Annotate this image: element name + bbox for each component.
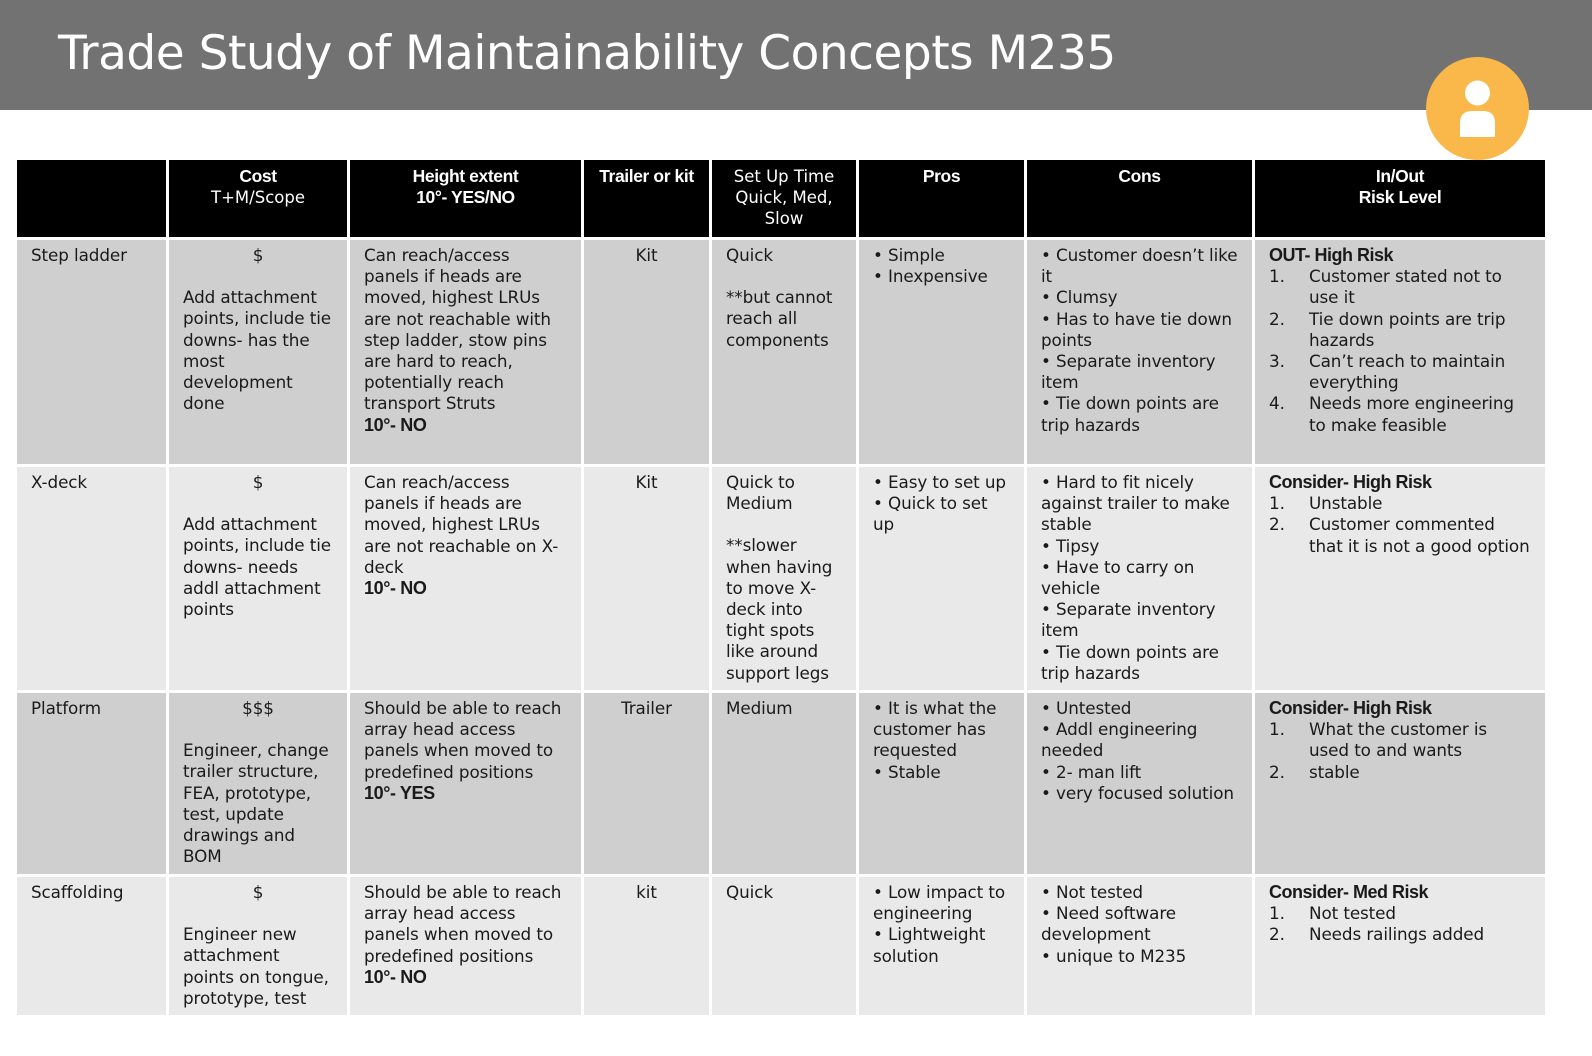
- pros-cell: [859, 693, 1027, 877]
- cons-item: • unique to M235: [1041, 945, 1187, 966]
- cons-item: • Tie down points are trip hazards: [1041, 393, 1219, 435]
- header-row: [17, 160, 1545, 240]
- risk-item: 1. Unstable: [1269, 493, 1383, 514]
- height-description: Should be able to reach array head access panels when moved to predefined positions: [364, 882, 562, 966]
- height-verdict: 10°- NO: [364, 966, 427, 987]
- pros-cell: [859, 877, 1027, 1018]
- risk-level-title: Consider- High Risk: [1269, 698, 1432, 718]
- pros-item: • Low impact to engineering: [873, 882, 1006, 924]
- cons-cell: [1027, 467, 1255, 693]
- cost-description: Add attachment points, include tie downs- needs addl attachment points: [183, 514, 332, 620]
- risk-level-title: Consider- High Risk: [1269, 472, 1432, 492]
- pros-item: • Easy to set up: [873, 472, 1006, 492]
- height-extent-cell: [350, 877, 584, 1018]
- risk-cell: [1255, 877, 1545, 1018]
- risk-cell: [1255, 693, 1545, 877]
- cost-cell: [169, 877, 350, 1018]
- setup-time-value: Medium: [726, 698, 793, 718]
- risk-item: 4. Needs more engineering to make feasible: [1269, 393, 1514, 435]
- cons-item: • Separate inventory item: [1041, 599, 1216, 641]
- risk-item: 2. stable: [1269, 761, 1360, 782]
- cost-description: Engineer new attachment points on tongue, prototype, test: [183, 924, 329, 1008]
- concept-name-cell: Scaffolding: [17, 877, 169, 1018]
- header-cell-concept: [17, 160, 169, 240]
- risk-level-title: Consider- Med Risk: [1269, 882, 1429, 902]
- trailer-or-kit-cell: Kit: [584, 240, 712, 467]
- table-row-scaffolding: [17, 877, 1545, 1018]
- cons-item: • Untested: [1041, 698, 1132, 718]
- height-extent-cell: [350, 467, 584, 693]
- risk-item: 2. Needs railings added: [1269, 924, 1485, 945]
- pros-item: • Simple: [873, 245, 945, 265]
- setup-time-cell: [712, 693, 859, 877]
- risk-item: 2. Tie down points are trip hazards: [1269, 308, 1506, 350]
- cons-item: • Have to carry on vehicle: [1041, 556, 1195, 599]
- cons-cell: [1027, 877, 1255, 1018]
- cost-description: Add attachment points, include tie downs- has the most development done: [183, 287, 332, 414]
- table-row-platform: [17, 693, 1545, 877]
- trailer-or-kit-cell: Trailer: [584, 693, 712, 877]
- header-cell-cons: Cons: [1027, 160, 1255, 240]
- header-cell-pros: Pros: [859, 160, 1027, 240]
- setup-time-cell: [712, 240, 859, 467]
- header-cell-cost: Cost T+M/Scope: [169, 160, 350, 240]
- cost-symbol: $$$: [242, 698, 274, 718]
- height-verdict: 10°- YES: [364, 782, 435, 803]
- risk-item: 2. Customer commented that it is not a good option: [1269, 514, 1530, 556]
- height-verdict: 10°- NO: [364, 578, 427, 599]
- header-cell-trailer-or-kit: Trailer or kit: [584, 160, 712, 240]
- title-bar: [0, 0, 1592, 110]
- trade-study-table: [17, 160, 1545, 1018]
- pros-cell: [859, 467, 1027, 693]
- cons-item: • Addl engineering needed: [1041, 719, 1198, 761]
- setup-time-cell: [712, 877, 859, 1018]
- cons-item: • Separate inventory item: [1041, 351, 1216, 393]
- table-row-step-ladder: [17, 240, 1545, 467]
- pros-item: • Quick to set up: [873, 493, 988, 535]
- cons-item: • Tie down points are trip hazards: [1041, 641, 1219, 683]
- height-description: Can reach/access panels if heads are moved, highest LRUs are not reachable with step ladder, stow pins are hard to reach, potentially reach transport Struts: [364, 245, 551, 414]
- table-row-x-deck: [17, 467, 1545, 693]
- pros-item: • Lightweight solution: [873, 924, 986, 966]
- cons-item: • Need software development: [1041, 903, 1176, 945]
- header-cell-setup-time: Set Up Time Quick, Med, Slow: [712, 160, 859, 240]
- cost-symbol: $: [252, 245, 264, 265]
- cons-item: • Customer doesn’t like it: [1041, 245, 1238, 287]
- concept-name-cell: X-deck: [17, 467, 169, 693]
- height-description: Can reach/access panels if heads are moved, highest LRUs are not reachable on X-deck: [364, 472, 559, 577]
- trailer-or-kit-cell: Kit: [584, 467, 712, 693]
- cons-item: • Hard to fit nicely against trailer to make stable: [1041, 472, 1230, 535]
- setup-time-value: Quick: [726, 245, 773, 265]
- cons-item: • 2- man lift: [1041, 761, 1142, 782]
- setup-time-note: **slower when having to move X-deck into tight spots like around support legs: [726, 535, 833, 683]
- setup-time-note: **but cannot reach all components: [726, 287, 833, 350]
- pros-item: • Inexpensive: [873, 266, 988, 287]
- cost-description: Engineer, change trailer structure, FEA, prototype, test, update drawings and BOM: [183, 740, 329, 867]
- concept-name-cell: Step ladder: [17, 240, 169, 467]
- pros-item: • Stable: [873, 761, 941, 782]
- concept-name-cell: Platform: [17, 693, 169, 877]
- risk-item: 3. Can’t reach to maintain everything: [1269, 351, 1506, 393]
- cons-item: • Has to have tie down points: [1041, 308, 1232, 350]
- cons-item: • very focused solution: [1041, 782, 1234, 803]
- setup-time-value: Quick to Medium: [726, 472, 795, 514]
- person-icon: [1426, 57, 1529, 160]
- cost-symbol: $: [252, 472, 264, 492]
- trailer-or-kit-cell: kit: [584, 877, 712, 1018]
- pros-cell: [859, 240, 1027, 467]
- risk-cell: [1255, 467, 1545, 693]
- cost-cell: [169, 693, 350, 877]
- risk-level-title: OUT- High Risk: [1269, 245, 1394, 265]
- slide-title: Trade Study of Maintainability Concepts M235: [58, 26, 1116, 81]
- risk-cell: [1255, 240, 1545, 467]
- height-extent-cell: [350, 240, 584, 467]
- risk-item: 1. What the customer is used to and wants: [1269, 719, 1488, 761]
- cons-item: • Tipsy: [1041, 535, 1100, 556]
- header-cell-risk: In/Out Risk Level: [1255, 160, 1545, 240]
- cost-cell: [169, 240, 350, 467]
- height-description: Should be able to reach array head access panels when moved to predefined positions: [364, 698, 562, 782]
- setup-time-value: Quick: [726, 882, 773, 902]
- setup-time-cell: [712, 467, 859, 693]
- height-verdict: 10°- NO: [364, 414, 427, 435]
- cons-item: • Not tested: [1041, 882, 1143, 902]
- header-cell-height-extent: Height extent 10°- YES/NO: [350, 160, 584, 240]
- height-extent-cell: [350, 693, 584, 877]
- cons-item: • Clumsy: [1041, 287, 1118, 308]
- cost-symbol: $: [252, 882, 264, 902]
- user-avatar-icon[interactable]: [1426, 57, 1529, 160]
- cons-cell: [1027, 693, 1255, 877]
- cost-cell: [169, 467, 350, 693]
- risk-item: 1. Customer stated not to use it: [1269, 266, 1502, 308]
- risk-item: 1. Not tested: [1269, 903, 1396, 924]
- cons-cell: [1027, 240, 1255, 467]
- pros-item: • It is what the customer has requested: [873, 698, 997, 761]
